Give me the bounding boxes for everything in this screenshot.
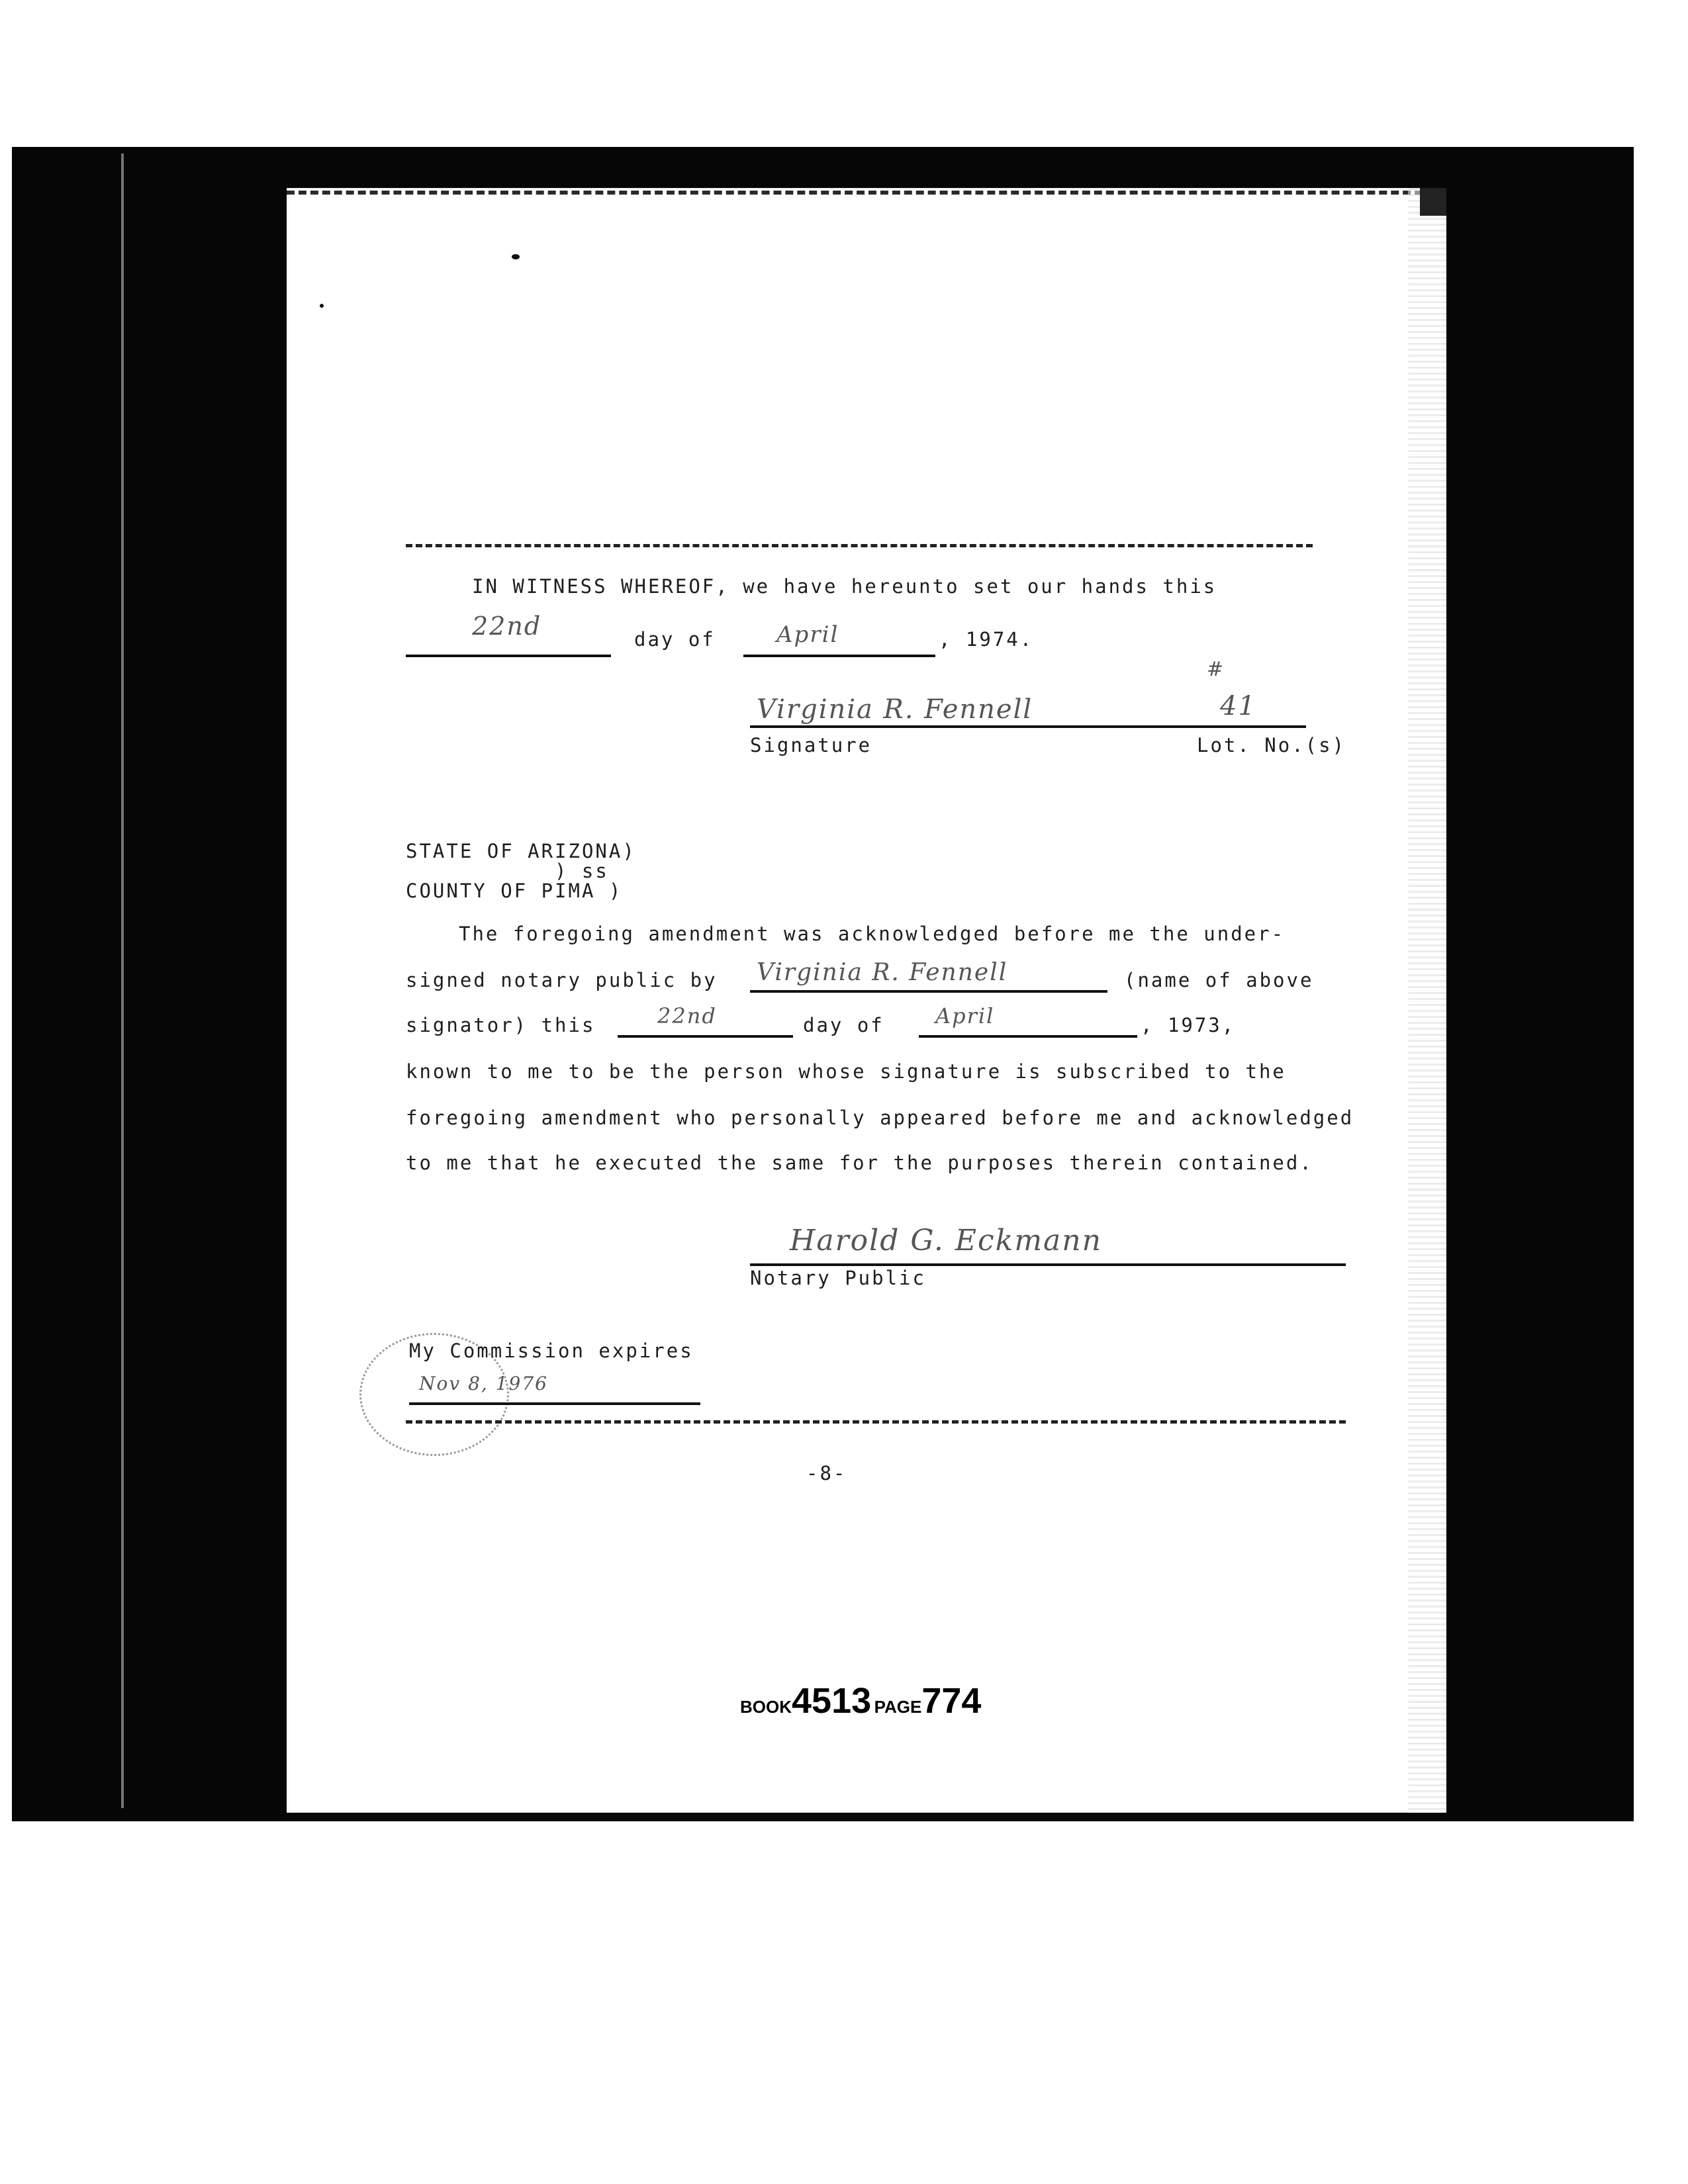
- commission-line: [409, 1402, 700, 1405]
- state-line: STATE OF ARIZONA): [406, 840, 636, 862]
- body-month-handwritten: April: [935, 1003, 995, 1028]
- body-line-3-prefix: signator) this: [406, 1014, 596, 1036]
- scan-background: [12, 147, 1634, 1821]
- body-day-of: day of: [803, 1014, 884, 1036]
- body-name-handwritten: Virginia R. Fennell: [757, 959, 1008, 986]
- witness-month-handwritten: April: [776, 621, 839, 648]
- book-label: BOOK: [740, 1697, 792, 1717]
- body-line-5: foregoing amendment who personally appeared before me and acknowledged: [406, 1107, 1354, 1129]
- lot-hash: #: [1207, 658, 1225, 681]
- speck: [512, 254, 520, 259]
- right-edge-shadow: [1408, 188, 1446, 1813]
- lot-label: Lot. No.(s): [1197, 734, 1346, 756]
- signature-label: Signature: [750, 734, 872, 756]
- lot-number-handwritten: 41: [1220, 691, 1256, 721]
- body-line-1: The foregoing amendment was acknowledged before me the under-: [459, 923, 1286, 945]
- page-ref: 774: [921, 1681, 982, 1721]
- section-divider-top: [406, 544, 1313, 547]
- book-number: 4513: [792, 1681, 872, 1721]
- top-edge-rule: [287, 191, 1446, 195]
- notary-signature-line: [750, 1263, 1346, 1266]
- book-page-stamp: [740, 1680, 981, 1721]
- ss-line: ) ss: [555, 860, 609, 882]
- witness-month-blank: [743, 655, 935, 657]
- body-line-6: to me that he executed the same for the purposes therein contained.: [406, 1152, 1313, 1174]
- witness-line: IN WITNESS WHEREOF, we have hereunto set our hands this: [472, 575, 1217, 598]
- section-divider-bottom: [406, 1420, 1346, 1424]
- witness-day-blank: [406, 655, 611, 657]
- body-month-blank: [919, 1035, 1137, 1038]
- page-label: PAGE: [874, 1697, 922, 1717]
- signature-line: [750, 725, 1306, 728]
- body-name-blank: [750, 990, 1107, 993]
- body-line-2-prefix: signed notary public by: [406, 969, 718, 991]
- body-line-2-suffix: (name of above: [1124, 969, 1314, 991]
- notary-label: Notary Public: [750, 1267, 926, 1289]
- witness-day-handwritten: 22nd: [472, 612, 542, 641]
- signature-handwritten: Virginia R. Fennell: [757, 694, 1033, 725]
- body-day-blank: [618, 1035, 793, 1038]
- county-line: COUNTY OF PIMA ): [406, 880, 623, 902]
- body-day-handwritten: 22nd: [657, 1003, 717, 1028]
- commission-date-handwritten: Nov 8, 1976: [419, 1373, 548, 1394]
- witness-year: , 1974.: [939, 628, 1034, 651]
- notary-signature-handwritten: Harold G. Eckmann: [790, 1224, 1102, 1257]
- body-year: , 1973,: [1141, 1014, 1236, 1036]
- day-of-label: day of: [634, 628, 716, 651]
- speck: [320, 304, 324, 308]
- document-page: [287, 188, 1446, 1813]
- body-line-4: known to me to be the person whose signature is subscribed to the: [406, 1060, 1286, 1083]
- corner-fold: [1420, 188, 1446, 216]
- page-number: -8-: [806, 1462, 847, 1484]
- commission-label: My Commission expires: [409, 1340, 694, 1362]
